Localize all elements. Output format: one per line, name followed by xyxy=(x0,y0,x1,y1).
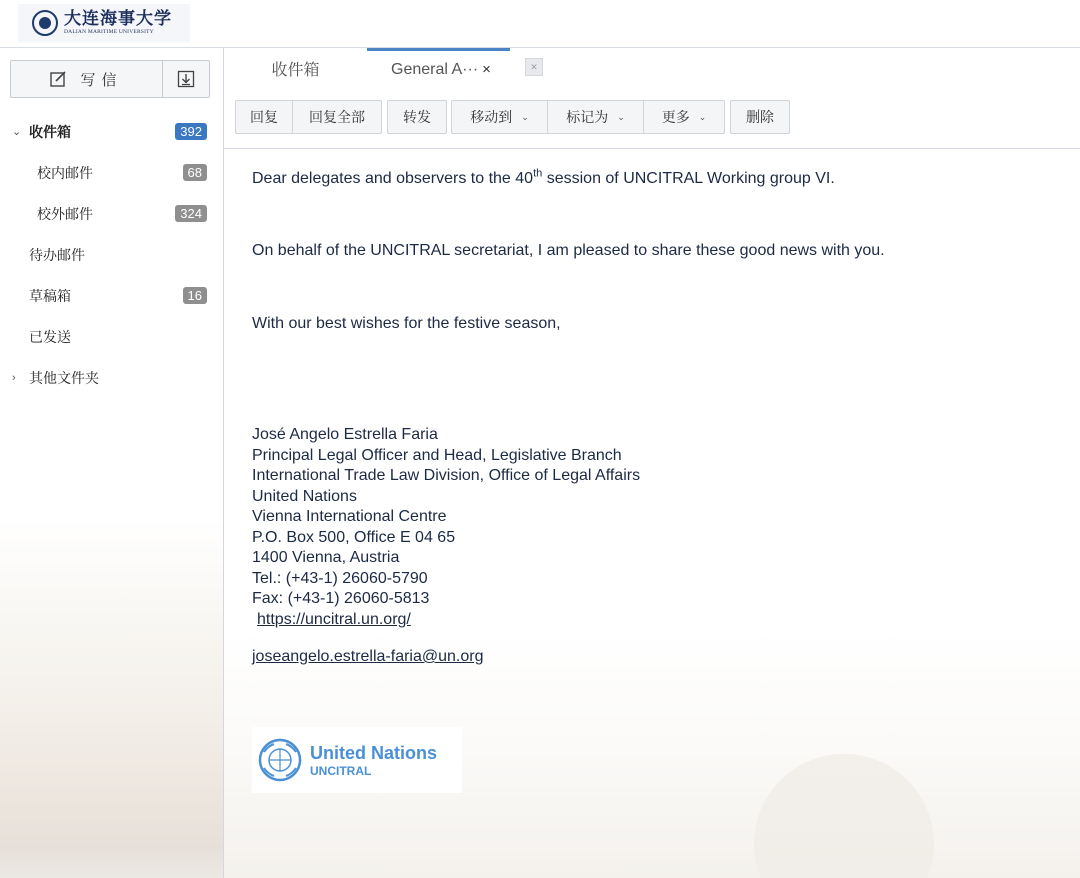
folder-other[interactable] xyxy=(0,357,223,398)
receive-mail-button[interactable] xyxy=(163,61,209,97)
more-label: 更多 xyxy=(661,109,690,125)
signature-title: Principal Legal Officer and Head, Legislative Branch xyxy=(252,446,622,464)
folder-sent[interactable] xyxy=(0,316,223,357)
signature-tel: Tel.: (+43-1) 26060-5790 xyxy=(252,569,428,587)
greeting-line xyxy=(252,169,835,190)
draft-count-badge: 16 xyxy=(183,287,207,304)
folder-label: 校内邮件 xyxy=(37,164,93,181)
folder-drafts[interactable] xyxy=(0,275,223,316)
folder-external-mail[interactable] xyxy=(0,193,223,234)
folder-internal-mail[interactable] xyxy=(0,152,223,193)
delete-group xyxy=(730,100,790,134)
signature-centre: Vienna International Centre xyxy=(252,508,447,525)
un-logo-subtitle: UNCITRAL xyxy=(310,763,372,778)
tab-label: General A··· xyxy=(391,60,479,78)
signature-org: United Nations xyxy=(252,487,357,505)
university-emblem-icon xyxy=(32,10,58,36)
ordinal-suffix: th xyxy=(533,167,543,180)
chevron-down-icon[interactable]: ⌄ xyxy=(12,126,22,138)
email-link[interactable]: joseangelo.estrella-faria@un.org xyxy=(252,648,484,665)
action-group xyxy=(451,100,725,134)
reply-all-button[interactable]: 回复全部 xyxy=(309,109,365,125)
tab-inbox[interactable] xyxy=(224,48,367,88)
unread-count-badge: 392 xyxy=(175,123,207,140)
folder-todo[interactable] xyxy=(0,234,223,275)
sidebar xyxy=(0,48,224,878)
forward-button[interactable]: 转发 xyxy=(403,109,431,125)
signature-division: International Trade Law Division, Office of Legal Affairs xyxy=(252,467,641,484)
compose-icon xyxy=(50,71,66,87)
unread-count-badge: 68 xyxy=(183,164,207,181)
logo-english-name: DALIAN MARITIME UNIVERSITY xyxy=(64,28,154,35)
university-logo[interactable] xyxy=(18,4,190,42)
background-balloon xyxy=(754,754,934,878)
compose-group xyxy=(10,60,210,98)
mark-as-button[interactable] xyxy=(548,101,644,133)
logo-chinese-name: 大连海事大学 xyxy=(64,8,172,29)
mail-toolbar xyxy=(224,88,1080,149)
tab-bar xyxy=(224,48,1080,88)
chevron-down-icon: ⌄ xyxy=(698,111,707,122)
tab-current-mail[interactable] xyxy=(367,48,510,88)
greeting-text: Dear delegates and observers to the 40 xyxy=(252,170,534,187)
app-header xyxy=(0,0,1080,48)
uncitral-link[interactable]: https://uncitral.un.org/ xyxy=(257,610,411,628)
tab-label: 收件箱 xyxy=(271,61,320,79)
chevron-down-icon: ⌄ xyxy=(617,111,625,122)
un-logo xyxy=(252,727,462,793)
signature-block xyxy=(252,425,640,668)
greeting-text-end: session of UNCITRAL Working group VI. xyxy=(542,170,835,187)
move-to-button[interactable] xyxy=(452,101,548,133)
delete-button[interactable]: 删除 xyxy=(746,109,774,125)
close-all-tabs-icon[interactable]: ✕ xyxy=(525,58,543,76)
chevron-down-icon: ⌄ xyxy=(521,111,529,122)
signature-name: José Angelo Estrella Faria xyxy=(252,426,438,443)
forward-group xyxy=(387,100,447,134)
folder-label: 校外邮件 xyxy=(37,205,93,222)
closing-line: With our best wishes for the festive season, xyxy=(252,315,561,332)
reply-button[interactable]: 回复 xyxy=(236,101,293,133)
compose-button[interactable] xyxy=(11,61,163,97)
folder-label: 已发送 xyxy=(29,328,71,345)
folder-inbox[interactable] xyxy=(0,111,223,152)
unread-count-badge: 324 xyxy=(175,205,207,222)
signature-box: P.O. Box 500, Office E 04 65 xyxy=(252,528,456,546)
move-to-label: 移动到 xyxy=(470,109,513,125)
un-logo-title: United Nations xyxy=(310,742,438,763)
more-button[interactable] xyxy=(644,101,724,133)
signature-fax: Fax: (+43-1) 26060-5813 xyxy=(252,590,430,607)
mark-as-label: 标记为 xyxy=(566,109,609,125)
folder-list xyxy=(0,111,223,398)
folder-label: 待办邮件 xyxy=(29,246,85,263)
un-emblem-icon xyxy=(258,738,302,782)
signature-city: 1400 Vienna, Austria xyxy=(252,549,400,566)
folder-label: 其他文件夹 xyxy=(29,369,99,386)
mail-body xyxy=(224,149,1080,878)
close-icon[interactable]: × xyxy=(482,61,491,78)
download-icon xyxy=(177,70,195,88)
body-line: On behalf of the UNCITRAL secretariat, I am pleased to share these good news with you. xyxy=(252,242,885,259)
folder-label: 草稿箱 xyxy=(29,287,71,304)
chevron-right-icon[interactable]: › xyxy=(12,371,16,384)
reply-group xyxy=(235,100,382,134)
folder-label: 收件箱 xyxy=(29,123,71,140)
compose-label: 写信 xyxy=(80,71,123,89)
